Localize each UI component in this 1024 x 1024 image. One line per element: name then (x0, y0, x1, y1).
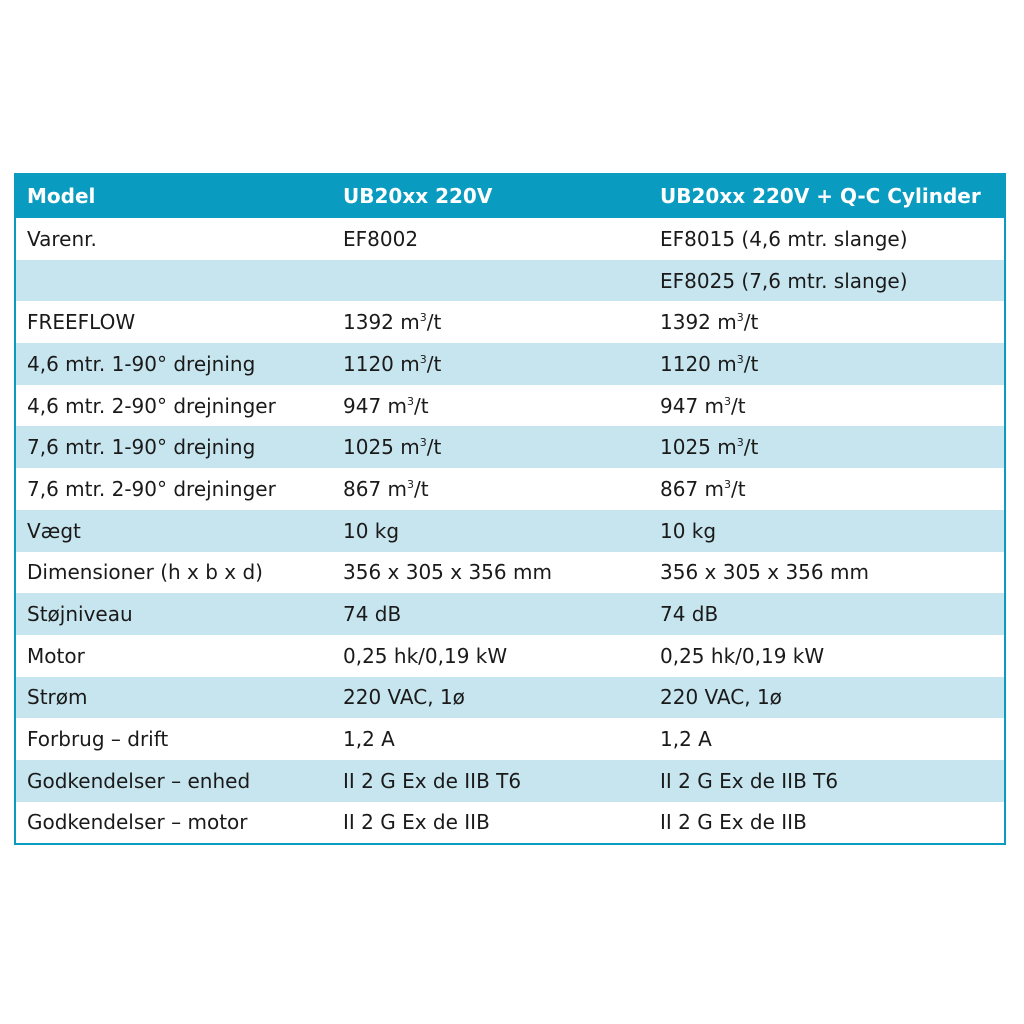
table-body (16, 218, 1004, 843)
row-value-ub20xx: EF8002 (343, 226, 419, 251)
row-value-ub20xx: 1120 $m^3/t$ (343, 351, 442, 376)
row-value-ub20xx-qc: EF8025 (7,6 mtr. slange) (660, 268, 908, 293)
table-row (16, 760, 1004, 802)
row-label: Dimensioner (h x b x d) (27, 560, 263, 585)
row-value-ub20xx-qc: EF8015 (4,6 mtr. slange) (660, 226, 908, 251)
row-value-ub20xx-qc: 74 dB (660, 602, 719, 627)
row-value-ub20xx: 0,25 hk/0,19 kW (343, 643, 508, 668)
row-label: FREEFLOW (27, 310, 136, 335)
row-label: Forbrug – drift (27, 727, 169, 752)
row-label: Strøm (27, 685, 88, 710)
row-value-ub20xx: 220 VAC, 1ø (343, 685, 465, 710)
row-label: Støjniveau (27, 602, 133, 627)
row-value-ub20xx: 1,2 A (343, 727, 395, 752)
row-value-ub20xx: 867 $m^3/t$ (343, 476, 429, 501)
table-row (16, 385, 1004, 427)
table-row (16, 301, 1004, 343)
table-row (16, 510, 1004, 552)
row-label: Godkendelser – enhed (27, 768, 251, 793)
row-label: Varenr. (27, 226, 97, 251)
table-row (16, 426, 1004, 468)
row-label: Motor (27, 643, 85, 668)
row-label: 4,6 mtr. 2-90° drejninger (27, 393, 276, 418)
table-row (16, 635, 1004, 677)
row-label: 7,6 mtr. 2-90° drejninger (27, 476, 276, 501)
row-value-ub20xx-qc: 1392 $m^3/t$ (660, 310, 759, 335)
table-row (16, 343, 1004, 385)
header-ub20xx: UB20xx 220V (343, 183, 493, 208)
row-label: Vægt (27, 518, 81, 543)
header-model: Model (27, 183, 96, 208)
row-label: 7,6 mtr. 1-90° drejning (27, 435, 256, 460)
row-value-ub20xx: 1025 $m^3/t$ (343, 435, 442, 460)
table-row (16, 260, 1004, 302)
row-value-ub20xx: 356 x 305 x 356 mm (343, 560, 552, 585)
row-value-ub20xx-qc: 1,2 A (660, 727, 712, 752)
table-row (16, 677, 1004, 719)
row-value-ub20xx-qc: II 2 G Ex de IIB (660, 810, 807, 835)
table-row (16, 552, 1004, 594)
header-ub20xx-qc: UB20xx 220V + Q-C Cylinder (660, 183, 981, 208)
row-value-ub20xx-qc: 0,25 hk/0,19 kW (660, 643, 825, 668)
row-value-ub20xx: II 2 G Ex de IIB (343, 810, 490, 835)
table-row (16, 718, 1004, 760)
row-value-ub20xx: 947 $m^3/t$ (343, 393, 429, 418)
row-value-ub20xx: 10 kg (343, 518, 400, 543)
table-row (16, 593, 1004, 635)
row-label: 4,6 mtr. 1-90° drejning (27, 351, 256, 376)
row-value-ub20xx-qc: 10 kg (660, 518, 717, 543)
row-value-ub20xx-qc: 356 x 305 x 356 mm (660, 560, 869, 585)
table-header (16, 173, 1004, 218)
spec-table (14, 173, 1006, 845)
row-value-ub20xx: 1392 $m^3/t$ (343, 310, 442, 335)
row-value-ub20xx-qc: 220 VAC, 1ø (660, 685, 782, 710)
row-value-ub20xx-qc: 947 $m^3/t$ (660, 393, 746, 418)
row-value-ub20xx-qc: 1120 $m^3/t$ (660, 351, 759, 376)
row-label: Godkendelser – motor (27, 810, 248, 835)
row-value-ub20xx-qc: 867 $m^3/t$ (660, 476, 746, 501)
row-value-ub20xx: II 2 G Ex de IIB T6 (343, 768, 522, 793)
row-value-ub20xx-qc: 1025 $m^3/t$ (660, 435, 759, 460)
row-value-ub20xx-qc: II 2 G Ex de IIB T6 (660, 768, 839, 793)
row-value-ub20xx: 74 dB (343, 602, 402, 627)
table-row (16, 802, 1004, 844)
table-row (16, 218, 1004, 260)
table-row (16, 468, 1004, 510)
